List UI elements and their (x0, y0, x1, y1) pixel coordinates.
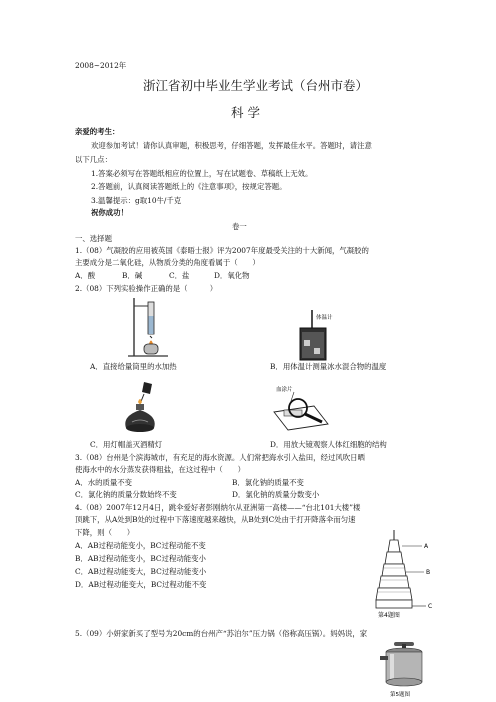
blood-smear-label: 血涂片 (276, 387, 293, 393)
q4-line-3: 下降，则（ ） (75, 528, 135, 537)
q4-option-c: C．AB过程动能变大，BC过程动能变小 (75, 567, 207, 576)
good-luck: 祝你成功！ (91, 208, 128, 217)
figure-magnifier-smear (270, 384, 330, 434)
figure-cylinder-heating (128, 296, 188, 358)
exam-title: 浙江省初中毕业生学业考试（台州市卷） (143, 78, 369, 93)
q5-line-1: 5.（09）小妍家新买了型号为20cm的台州产“苏泊尔”压力锅（俗称高压锅）。妈妈说，家 (75, 629, 368, 638)
q1-option-c: C．盐 (169, 271, 190, 280)
note-1: 1.答案必须写在答题纸相应的位置上，写在试题卷、草稿纸上无效。 (91, 169, 313, 178)
volume-label: 卷一 (232, 222, 247, 231)
q1-option-a: A．酸 (75, 271, 96, 280)
q4-option-d: D．AB过程动能变大，BC过程动能不变 (75, 580, 207, 589)
q3-option-b: B．氯化钠的质量不变 (232, 478, 304, 487)
q3-option-d: D．氯化钠的质量分数变小 (232, 490, 320, 499)
q2-caption-c: C．用灯帽盖灭酒精灯 (90, 440, 163, 449)
note-3: 3.温馨提示：g取10牛/千克 (91, 196, 182, 205)
q1-line-2: 主要成分是二氧化硅，从物质分类的角度看属于（ ） (75, 258, 260, 267)
q1-line-1: 1.（08）气凝胶的应用被英国《泰晤士报》评为2007年度最受关注的十大新闻，气凝胶的 (75, 246, 369, 255)
thermometer-label: 体温计 (316, 315, 333, 321)
subject-title: 科 学 (231, 105, 260, 120)
exam-years: 2008~2012年 (75, 61, 127, 70)
q2-caption-b: B．用体温计测量冰水混合物的温度 (270, 362, 387, 371)
q2-line-1: 2.（08）下列实验操作正确的是（ ） (75, 284, 218, 293)
note-2: 2.答题前，认真阅读答题纸上的《注意事项》，按规定答题。 (91, 182, 287, 191)
label-point-c: C (428, 603, 433, 610)
figure-pressure-cooker (380, 640, 428, 698)
q1-option-d: D．氧化物 (214, 271, 250, 280)
q3-option-c: C．氯化钠的质量分数始终不变 (75, 490, 177, 499)
q3-line-1: 3.（08）台州是个滨海城市，有充足的海水资源。人们常把海水引入盐田，经过风吹日晒 (75, 453, 365, 462)
label-point-b: B (426, 569, 431, 576)
q4-line-2: 顶跳下，从A处到B处的过程中下落速度越来越快，从B处到C处由于打开降落伞而匀速 (75, 515, 356, 524)
q4-option-b: B．AB过程动能变小，BC过程动能变小 (75, 554, 206, 563)
q1-option-b: B．碱 (122, 271, 143, 280)
figure-alcohol-lamp (118, 380, 164, 438)
q5-figure-caption: 第5题图 (390, 692, 410, 698)
figure-thermometer-beaker (288, 310, 346, 362)
q4-line-1: 4.（08）2007年12月4日，跳伞爱好者彭刚纳尔从亚洲第一高楼——“台北101大楼”楼 (75, 503, 361, 512)
q2-caption-a: A．直接给量筒里的水加热 (90, 362, 177, 371)
intro-line-2: 以下几点： (75, 155, 112, 164)
q4-option-a: A．AB过程动能变小，BC过程动能不变 (75, 541, 206, 550)
greeting: 亲爱的考生： (75, 127, 120, 136)
q3-option-a: A．水的质量不变 (75, 478, 133, 487)
q3-line-2: 使海水中的水分蒸发获得粗盐，在这过程中（ ） (75, 465, 245, 474)
section-heading: 一、选择题 (75, 234, 112, 243)
intro-line-1: 欢迎参加考试！请你认真审题，积极思考，仔细答题，发挥最佳水平。答题时，请注意 (91, 141, 372, 150)
label-point-a: A (424, 543, 429, 550)
q2-caption-d: D．用放大镜观察人体红细胞的结构 (270, 440, 387, 449)
figure-taipei-101 (370, 528, 440, 620)
q4-figure-caption: 第4题图 (378, 612, 400, 619)
